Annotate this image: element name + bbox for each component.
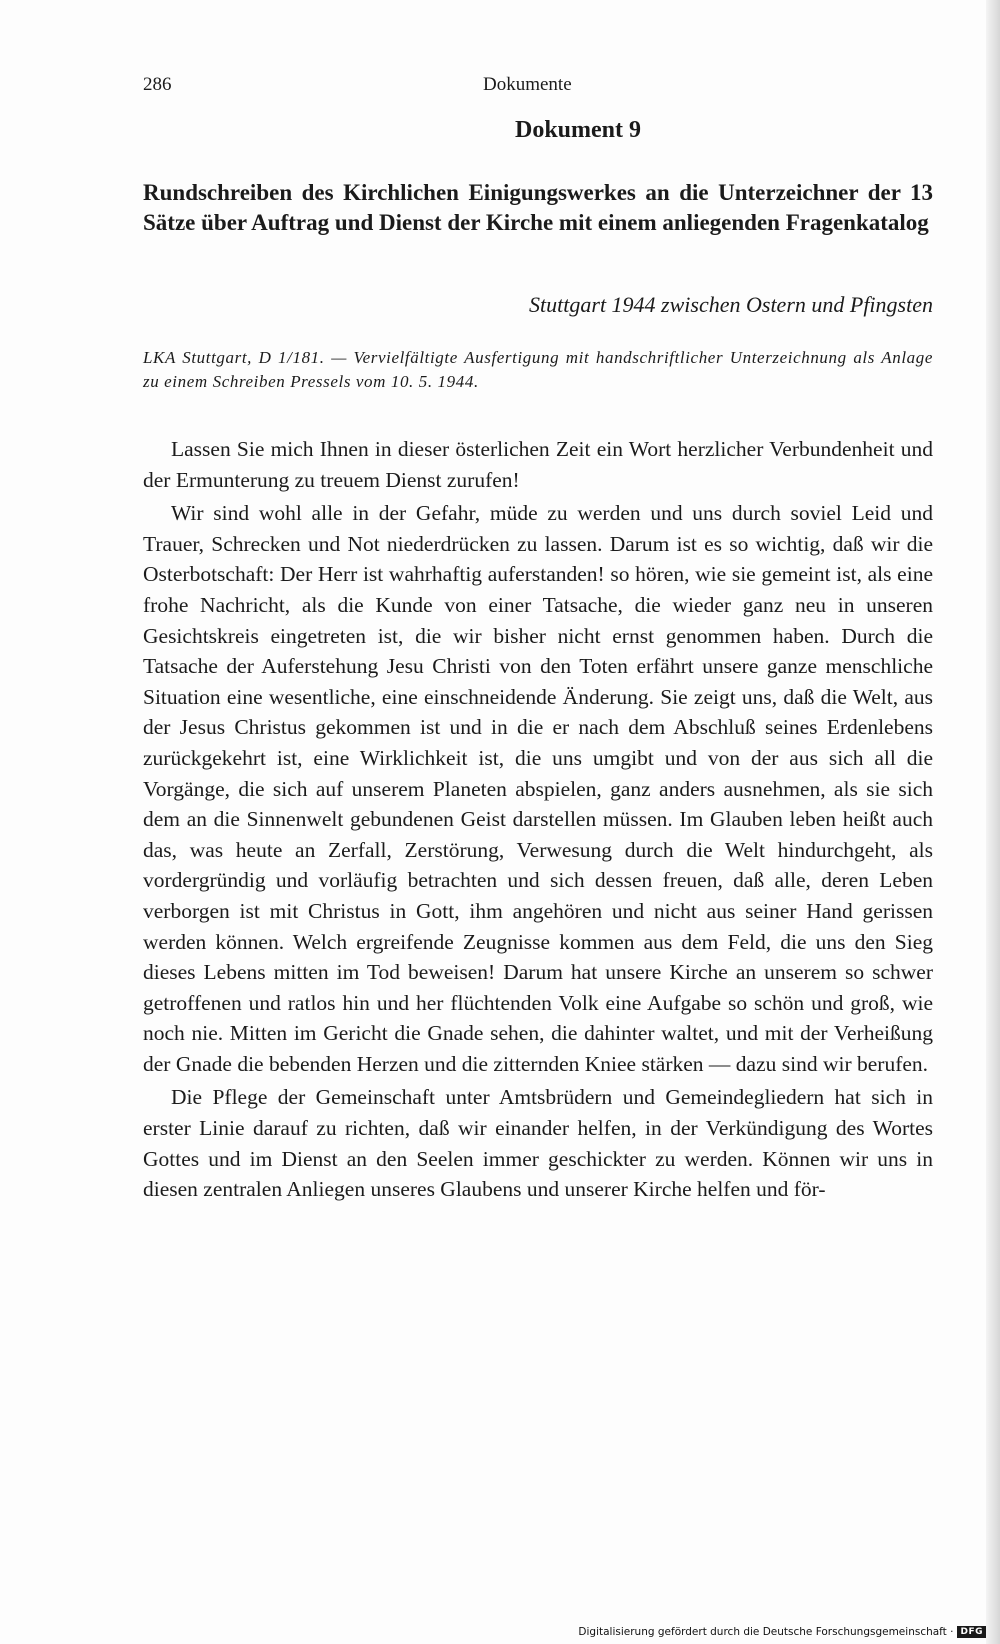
body-text: [143, 434, 933, 1208]
digitization-footer: [578, 1626, 986, 1638]
digitization-credit: Digitalisierung gefördert durch die Deutsche Forschungsgemeinschaft ·: [578, 1626, 954, 1638]
running-title: Dokumente: [483, 74, 572, 95]
paragraph: Die Pflege der Gemeinschaft unter Amtsbrüdern und Gemeindegliedern hat sich in erster Linie darauf zu richten, daß wir einander helfen, in der Verkündigung des Wortes Gottes und im Dienst an den Seelen immer geschickter zu werden. Können wir uns in diesen zentralen Anliegen unseres Glaubens und unserer Kirche helfen und för-: [143, 1085, 933, 1202]
page-edge-shadow: [986, 0, 1000, 1644]
paragraph: Lassen Sie mich Ihnen in dieser österlichen Zeit ein Wort herzlicher Verbundenheit und der Ermunterung zu treuem Dienst zurufen!: [143, 437, 933, 492]
paragraph: Wir sind wohl alle in der Gefahr, müde zu werden und uns durch soviel Leid und Trauer, Schrecken und Not niederdrücken zu lassen. Darum ist es so wichtig, daß wir die Osterbotschaft: Der Herr ist wahrhaftig auferstanden! so hören, wie sie gemeint ist, als eine frohe Nachricht, als die Kunde von einer Tatsache, die wieder ganz neu in unseren Gesichtskreis eingetreten ist, die wir bisher nicht ernst genommen haben. Durch die Tatsache der Auferstehung Jesu Christi von den Toten erfährt unsere ganze menschliche Situation eine wesentliche, eine einschneidende Änderung. Sie zeigt uns, daß die Welt, aus der Jesus Christus gekommen ist und in die er nach dem Abschluß seines Erdenlebens zurückgekehrt ist, eine Wirklichkeit ist, die uns umgibt und von der aus sich all die Vorgänge, die sich auf unserem Planeten abspielen, ganz anders ausnehmen, als sie sich dem an die Sinnenwelt gebundenen Geist darstellen müssen. Im Glauben leben heißt auch das, was heute an Zerfall, Zerstörung, Verwesung durch die Welt hindurchgeht, als vordergründig und vorläufig betrachten und sich dessen freuen, daß alle, deren Leben verborgen ist mit Christus in Gott, ihm angehören und nicht aus seiner Hand gerissen werden können. Welch ergreifende Zeugnisse kommen aus dem Feld, die uns den Sieg dieses Lebens mitten im Tod beweisen! Darum hat unsere Kirche an unserem so schwer getroffenen und ratlos hin und her flüchtenden Volk eine Aufgabe so schön und groß, wie noch nie. Mitten im Gericht die Gnade sehen, die dahinter waltet, und mit der Verheißung der Gnade die bebenden Herzen und die zitternden Kniee stärken — dazu sind wir berufen.: [143, 501, 933, 1076]
page-number: 286: [143, 74, 172, 95]
place-and-date: Stuttgart 1944 zwischen Ostern und Pfingsten: [529, 292, 933, 317]
source-note: LKA Stuttgart, D 1/181. — Vervielfältigte Ausfertigung mit handschriftlicher Unterzeichnung als Anlage zu einem Schreiben Pressels vom 10. 5. 1944.: [143, 348, 933, 391]
document-heading: Rundschreiben des Kirchlichen Einigungswerkes an die Unterzeichner der 13 Sätze über Auftrag und Dienst der Kirche mit einem anliegenden Fragenkatalog: [143, 180, 933, 235]
dfg-logo: DFG: [957, 1626, 986, 1638]
document-number: Dokument 9: [514, 117, 641, 143]
running-head: [143, 74, 933, 102]
